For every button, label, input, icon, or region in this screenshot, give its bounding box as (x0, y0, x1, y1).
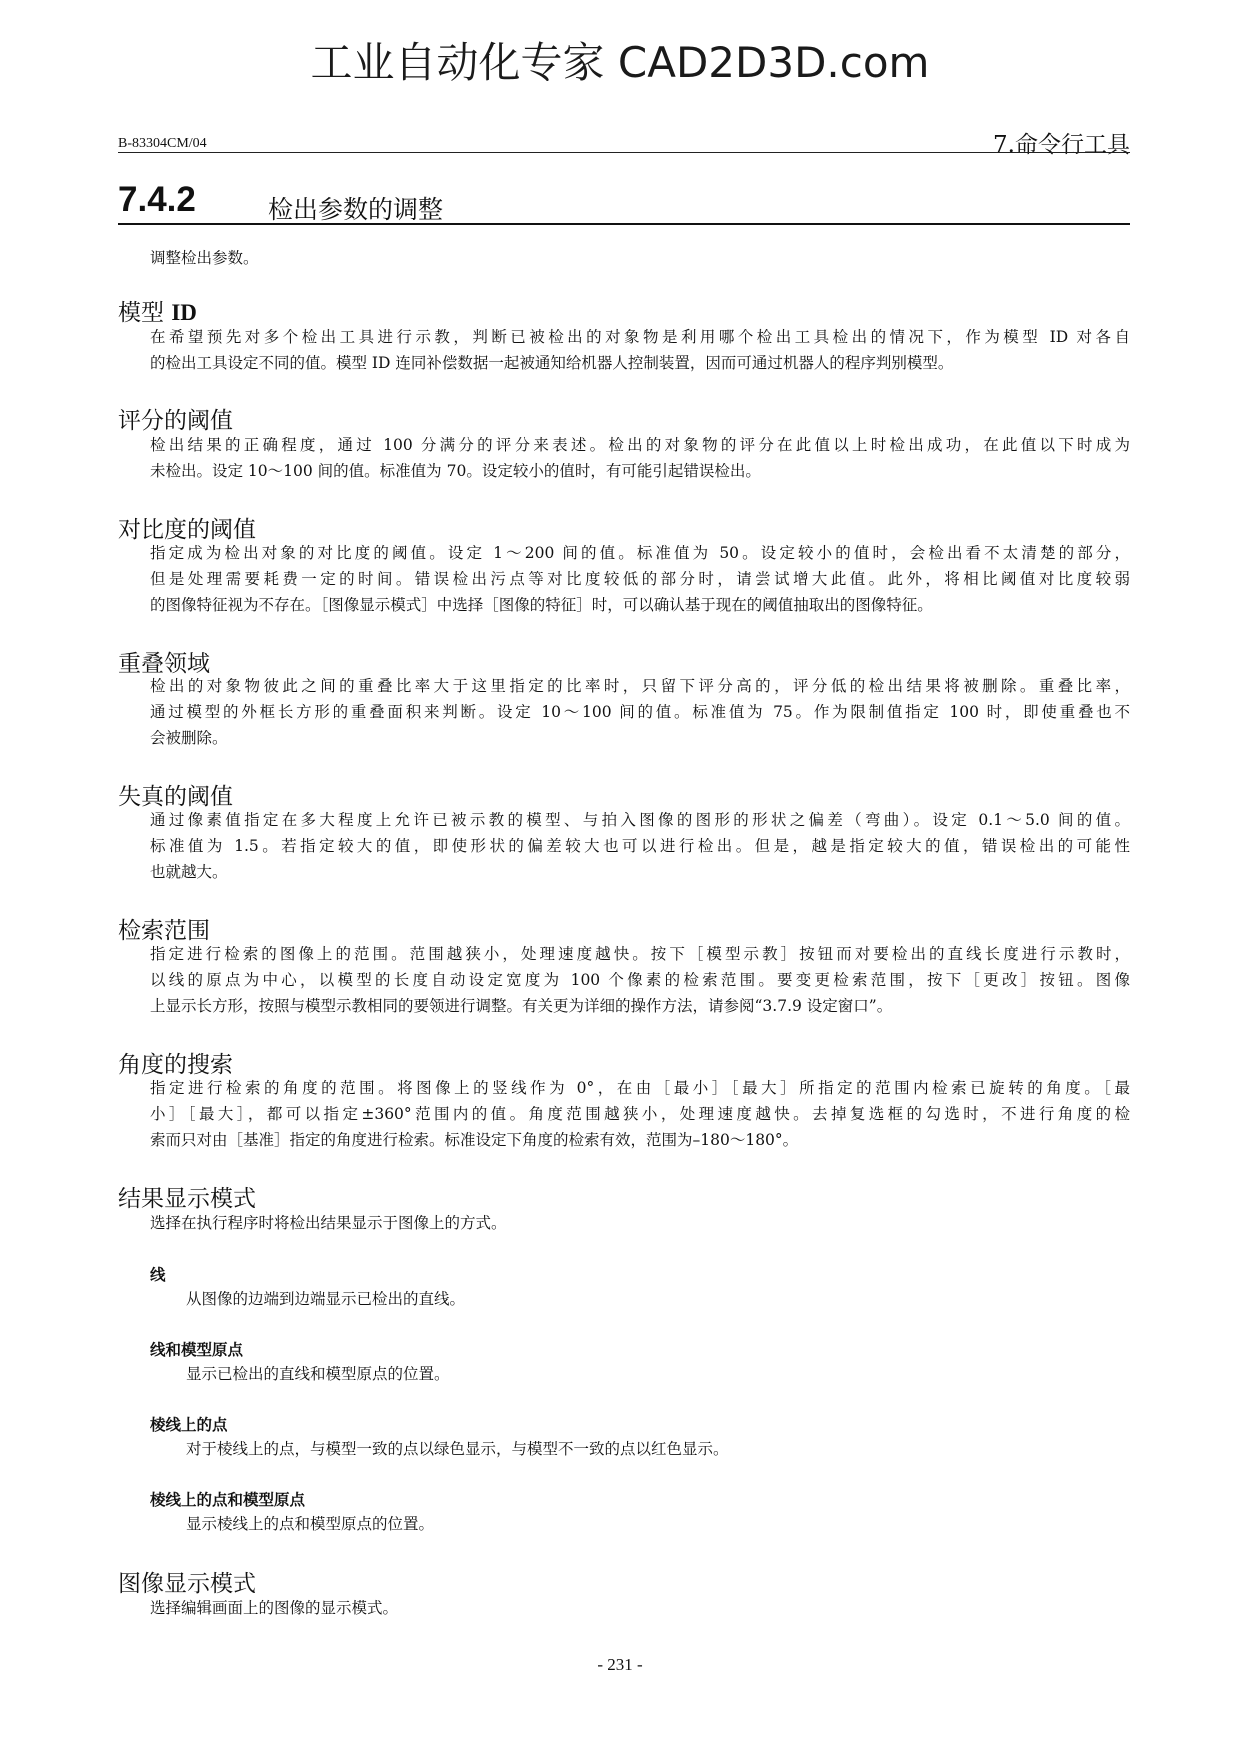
paragraph-line: 指定进行检索的图像上的范围。范围越狭小，处理速度越快。按下［模型示教］按钮而对要检出的直线长度进行示教时， (150, 945, 1130, 963)
heading-image-display: 图像显示模式 (118, 1571, 256, 1597)
chapter-title: 7.命令行工具 (993, 132, 1130, 158)
option-desc-line: 从图像的边端到边端显示已检出的直线。 (186, 1290, 466, 1308)
paragraph-distortion (150, 807, 1130, 885)
paragraph-line: 检出的对象物彼此之间的重叠比率大于这里指定的比率时，只留下评分高的，评分低的检出结果将被删除。重叠比率， (150, 677, 1130, 695)
watermark-text: 工业自动化专家 CAD2D3D.com (310, 38, 930, 87)
heading-distortion: 失真的阈值 (118, 784, 233, 810)
paragraph-line: 在希望预先对多个检出工具进行示教，判断已被检出的对象物是利用哪个检出工具检出的情况下，作为模型 ID 对各自 (150, 328, 1130, 346)
paragraph-score-threshold (150, 432, 1130, 484)
option-desc-edge-points: 对于棱线上的点，与模型一致的点以绿色显示，与模型不一致的点以红色显示。 (186, 1440, 729, 1458)
paragraph-line: 指定成为检出对象的对比度的阈值。设定 1～200 间的值。标准值为 50。设定较小的值时，会检出看不太清楚的部分， (150, 544, 1130, 562)
paragraph-line: 但是处理需要耗费一定的时间。错误检出污点等对比度较低的部分时，请尝试增大此值。此外，将相比阈值对比度较弱 (150, 570, 1130, 588)
paragraph-line: 小］［最大］，都可以指定±360°范围内的值。角度范围越狭小，处理速度越快。去掉复选框的勾选时，不进行角度的检 (150, 1105, 1130, 1123)
paragraph-line: 索而只对由［基准］指定的角度进行检索。标准设定下角度的检索有效，范围为–180～180°。 (150, 1131, 799, 1149)
paragraph-line: 标准值为 1.5。若指定较大的值，即使形状的偏差较大也可以进行检出。但是，越是指定较大的值，错误检出的可能性 (150, 837, 1130, 855)
heading-model-id-cn: 模型 (118, 300, 172, 326)
paragraph-model-id (150, 324, 1130, 376)
paragraph-line: 以线的原点为中心，以模型的长度自动设定宽度为 100 个像素的检索范围。要变更检索范围，按下［更改］按钮。图像 (150, 971, 1130, 989)
option-label-edge-points-and-origin: 棱线上的点和模型原点 (150, 1491, 306, 1509)
paragraph-contrast-threshold (150, 540, 1130, 618)
heading-result-display: 结果显示模式 (118, 1186, 256, 1212)
heading-score-threshold: 评分的阈值 (118, 408, 233, 434)
heading-model-id (118, 294, 197, 327)
paragraph-line: 指定进行检索的角度的范围。将图像上的竖线作为 0°，在由［最小］［最大］所指定的范围内检索已旋转的角度。［最 (150, 1079, 1130, 1097)
document-id: B-83304CM/04 (118, 136, 207, 151)
paragraph-line: 也就越大。 (150, 863, 228, 881)
option-label-edge-points: 棱线上的点 (150, 1416, 228, 1434)
image-display-intro: 选择编辑画面上的图像的显示模式。 (150, 1599, 399, 1617)
paragraph-line: 上显示长方形，按照与模型示教相同的要领进行调整。有关更为详细的操作方法，请参阅“3.7.9 设定窗口”。 (150, 997, 893, 1015)
page-number: - 231 - (597, 1655, 643, 1674)
header-divider (118, 152, 1130, 153)
option-label-line-and-origin: 线和模型原点 (150, 1341, 244, 1359)
paragraph-line: 检出结果的正确程度，通过 100 分满分的评分来表述。检出的对象物的评分在此值以上时检出成功，在此值以下时成为 (150, 436, 1130, 454)
paragraph-angle-search (150, 1075, 1130, 1153)
option-desc-edge-points-and-origin: 显示棱线上的点和模型原点的位置。 (186, 1515, 435, 1533)
result-display-intro: 选择在执行程序时将检出结果显示于图像上的方式。 (150, 1214, 507, 1232)
section-number: 7.4.2 (118, 180, 196, 219)
section-intro: 调整检出参数。 (150, 249, 259, 267)
paragraph-line: 未检出。设定 10～100 间的值。标准值为 70。设定较小的值时，有可能引起错误检出。 (150, 462, 761, 480)
paragraph-line: 的检出工具设定不同的值。模型 ID 连同补偿数据一起被通知给机器人控制装置，因而可通过机器人的程序判别模型。 (150, 354, 954, 372)
heading-overlap: 重叠领域 (118, 651, 210, 677)
paragraph-line: 会被删除。 (150, 729, 228, 747)
heading-model-id-latin: ID (171, 300, 197, 325)
paragraph-line: 的图像特征视为不存在。［图像显示模式］中选择［图像的特征］时，可以确认基于现在的阈值抽取出的图像特征。 (150, 596, 933, 614)
paragraph-line: 通过模型的外框长方形的重叠面积来判断。设定 10～100 间的值。标准值为 75。作为限制值指定 100 时，即使重叠也不 (150, 703, 1130, 721)
paragraph-line: 通过像素值指定在多大程度上允许已被示教的模型、与拍入图像的图形的形状之偏差（弯曲）。设定 0.1～5.0 间的值。 (150, 811, 1130, 829)
section-divider (118, 223, 1130, 225)
option-desc-line-and-origin: 显示已检出的直线和模型原点的位置。 (186, 1365, 450, 1383)
paragraph-search-range (150, 941, 1130, 1019)
paragraph-overlap (150, 673, 1130, 751)
heading-contrast-threshold: 对比度的阈值 (118, 517, 256, 543)
heading-angle-search: 角度的搜索 (118, 1052, 233, 1078)
section-title: 检出参数的调整 (268, 195, 444, 224)
option-label-line: 线 (150, 1266, 166, 1284)
heading-search-range: 检索范围 (118, 918, 210, 944)
